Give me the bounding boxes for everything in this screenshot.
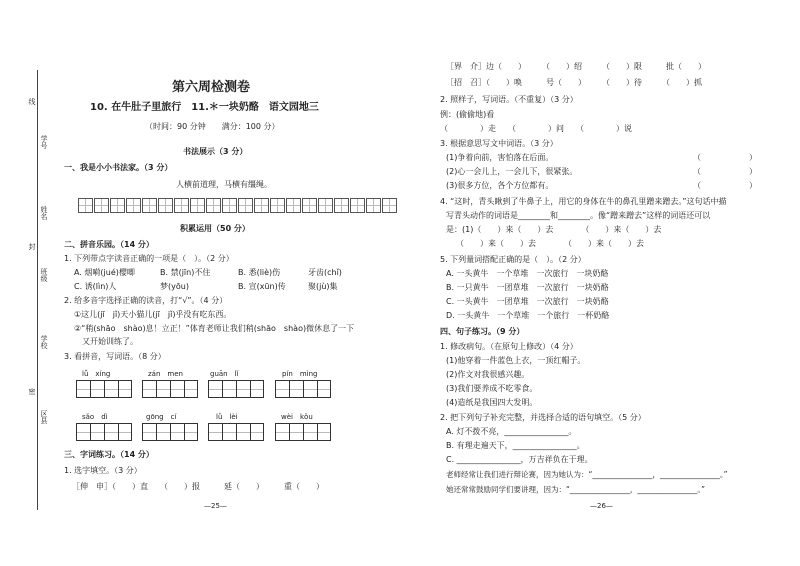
r-q5-option-b: B. 一只黄牛 一团草堆 一次旅行 一块奶酪 — [446, 283, 609, 292]
q1-option-b2: 牙齿(chǐ) — [308, 268, 342, 277]
r-s2-a: A. 灯不拨不亮，________________。 — [446, 427, 577, 436]
r-question-2: 2. 照样子，写词语。（不重复）（3 分） — [440, 95, 578, 104]
q1-option-a: A. 烟嗬(jué)樱唧 — [74, 268, 135, 277]
r-q3-item: (3)很多方位，各个方位都有。 — [446, 181, 554, 190]
r-s1-item: (3)我们要养成不吃零食。 — [446, 384, 538, 393]
word-box[interactable] — [275, 380, 331, 398]
pinyin-label: pín mìng — [282, 370, 318, 378]
r-q4-line-d: （ ）来（ ）去 （ ）来（ ）去 — [456, 239, 644, 248]
writing-grid[interactable] — [78, 198, 398, 213]
r-q5-option-a: A. 一头黄牛 一个草堆 一次旅行 一块奶酪 — [446, 269, 609, 278]
r-s1-item: (1)他穿着一件蓝色上衣，一顶红帽子。 — [446, 356, 586, 365]
r-q3-item: (2)心一会儿上，一会儿下，很紧张。 — [446, 167, 578, 176]
r-question-5: 5. 下列量词搭配正确的是（ ）。（2 分） — [440, 255, 586, 264]
page-number-left: —25— — [204, 502, 227, 510]
r-q3-answer[interactable]: （ ） — [693, 167, 757, 176]
r-q5-option-d: D. 一头黄牛 一个草堆 一个旅行 一杯奶酪 — [446, 311, 610, 320]
question-1: 1. 下列带点字读音正确的一项是（ ）。（2 分） — [64, 254, 234, 263]
pinyin-label: sǎo dì — [82, 413, 108, 421]
r-q4-line-c: 是：(1)（ ）来（ ）去 （ ）来（ ）去 — [446, 225, 662, 234]
r-s2-d: 老师经常让我们进行辩论赛，因为她认为：“________________，________________。” — [446, 470, 728, 479]
school-label: 学校 — [40, 335, 48, 349]
word-box[interactable] — [142, 423, 198, 441]
section-accumulate: 积累运用（50 分） — [180, 224, 250, 233]
r-q2-example: 例：(偷偷地)看 — [440, 110, 495, 119]
word-box[interactable] — [208, 380, 264, 398]
pinyin-label: wèi kǒu — [281, 413, 313, 421]
question-3: 3. 看拼音，写词语。（8 分） — [64, 352, 166, 361]
q1-option-c2: 梦(yōu) — [160, 282, 189, 291]
question-calligraphy: 一、我是小小书法家。（3 分） — [64, 163, 173, 172]
pinyin-label: lǚ xíng — [82, 370, 111, 378]
r-section-sentence: 四、句子练习。（9 分） — [440, 327, 525, 336]
time-info: （时间：90 分钟 满分：100 分） — [145, 122, 280, 131]
r-choose-row-2: ［招 召］（ ）唤 号（ ） （ ）待 （ ）抓 — [446, 78, 702, 87]
question-2: 2. 给多音字选择正确的读音，打“√”。（4 分） — [64, 296, 228, 305]
page-title: 第六周检测卷 — [172, 80, 251, 95]
binding-line — [37, 70, 38, 510]
district-label: 区县 — [40, 410, 48, 424]
name-label: 姓名 — [40, 206, 48, 220]
student-no-label: 学号 — [40, 135, 48, 149]
q1-option-d: B. 宣(xūn)传 — [238, 282, 286, 291]
q2-item-a: ①这儿(jī jǐ)天小猫儿(jī jǐ)乎没有吃东西。 — [74, 310, 232, 319]
q1-option-d2: 聚(jù)集 — [308, 282, 338, 291]
r-choose-row-1: ［界 介］边（ ） （ ）绍 （ ）限 批（ ） — [446, 62, 706, 71]
q1-option-b: B. 悉(liè)伤 — [238, 268, 281, 277]
r-s2-c: C. ________________，万吉祥负在于理。 — [446, 455, 593, 464]
q1-option-a2: B. 禁(jīn)不住 — [160, 268, 211, 277]
r-s2-e: 她还常常鼓励同学们要讲理，因为：“________________，________________。” — [446, 485, 706, 494]
r-s1-item: (4)造纸是我国四大发明。 — [446, 398, 538, 407]
r-s1-item: (2)作文对我很感兴趣。 — [446, 370, 530, 379]
r-sentence-1: 1. 修改病句。（在原句上修改）（4 分） — [440, 342, 578, 351]
pinyin-label: gōng cí — [146, 413, 177, 421]
question-pinyin-section: 二、拼音乐园。（14 分） — [64, 240, 154, 249]
q2-item-b: ②“稍(shāo shào)息！立正！”体育老师让我们稍(shāo shào)微休息了一下 — [74, 324, 355, 333]
r-q3-answer[interactable]: （ ） — [693, 153, 757, 162]
class-label: 班级 — [40, 268, 48, 282]
pinyin-label: zán men — [148, 370, 183, 378]
word-box[interactable] — [142, 380, 198, 398]
r-question-3: 3. 根据意思写文中词语。（3 分） — [440, 139, 558, 148]
question-word-section: 三、字词练习。（14 分） — [64, 450, 154, 459]
word-box[interactable] — [275, 423, 331, 441]
q2-item-b-cont: 又开始训练了。 — [82, 337, 138, 346]
r-q3-item: (1)争着向前，害怕落在后面。 — [446, 153, 554, 162]
page-subtitle: 10. 在牛肚子里旅行 11.＊一块奶酪 语文园地三 — [90, 102, 319, 113]
word-box[interactable] — [76, 380, 132, 398]
copy-text: 人横前道理，马横有缰绳。 — [176, 180, 272, 189]
r-q3-answer[interactable]: （ ） — [693, 181, 757, 190]
r-q4-line-b: 写青头动作的词语是________和________。像“蹭来蹭去”这样的词语还可以 — [446, 211, 711, 220]
q1-option-c: C. 诱(lìn)人 — [74, 282, 117, 291]
pinyin-label: guān lǐ — [210, 370, 239, 378]
r-s2-b: B. 有理走遍天下，________________。 — [446, 441, 585, 450]
page-number-right: —26— — [590, 502, 613, 510]
r-q5-option-c: C. 一头黄牛 一团草堆 一次旅行 一块奶酪 — [446, 297, 609, 306]
binding-secret-label: 密 — [28, 388, 36, 395]
r-question-4: 4. “这时，青头瞅到了牛鼻子上，用它的身体在牛的鼻孔里蹭来蹭去。”这句话中描 — [440, 197, 727, 206]
r-q2-row: （ ）走 （ ）问 （ ）说 — [440, 124, 632, 133]
r-sentence-2: 2. 把下列句子补充完整，并选择合适的语句填空。（5 分） — [440, 413, 646, 422]
question-word-1: 1. 选字填空。（3 分） — [64, 466, 142, 475]
pinyin-label: lǜ lèi — [216, 413, 238, 421]
binding-line-label: 线 — [28, 98, 36, 105]
word-1-row: ［伸 申］（ ）直 （ ）报 延（ ） 重（ ） — [72, 482, 324, 491]
binding-seal-label: 封 — [28, 243, 36, 250]
section-calligraphy: 书法展示（3 分） — [183, 147, 248, 156]
word-box[interactable] — [208, 423, 264, 441]
word-box[interactable] — [76, 423, 132, 441]
